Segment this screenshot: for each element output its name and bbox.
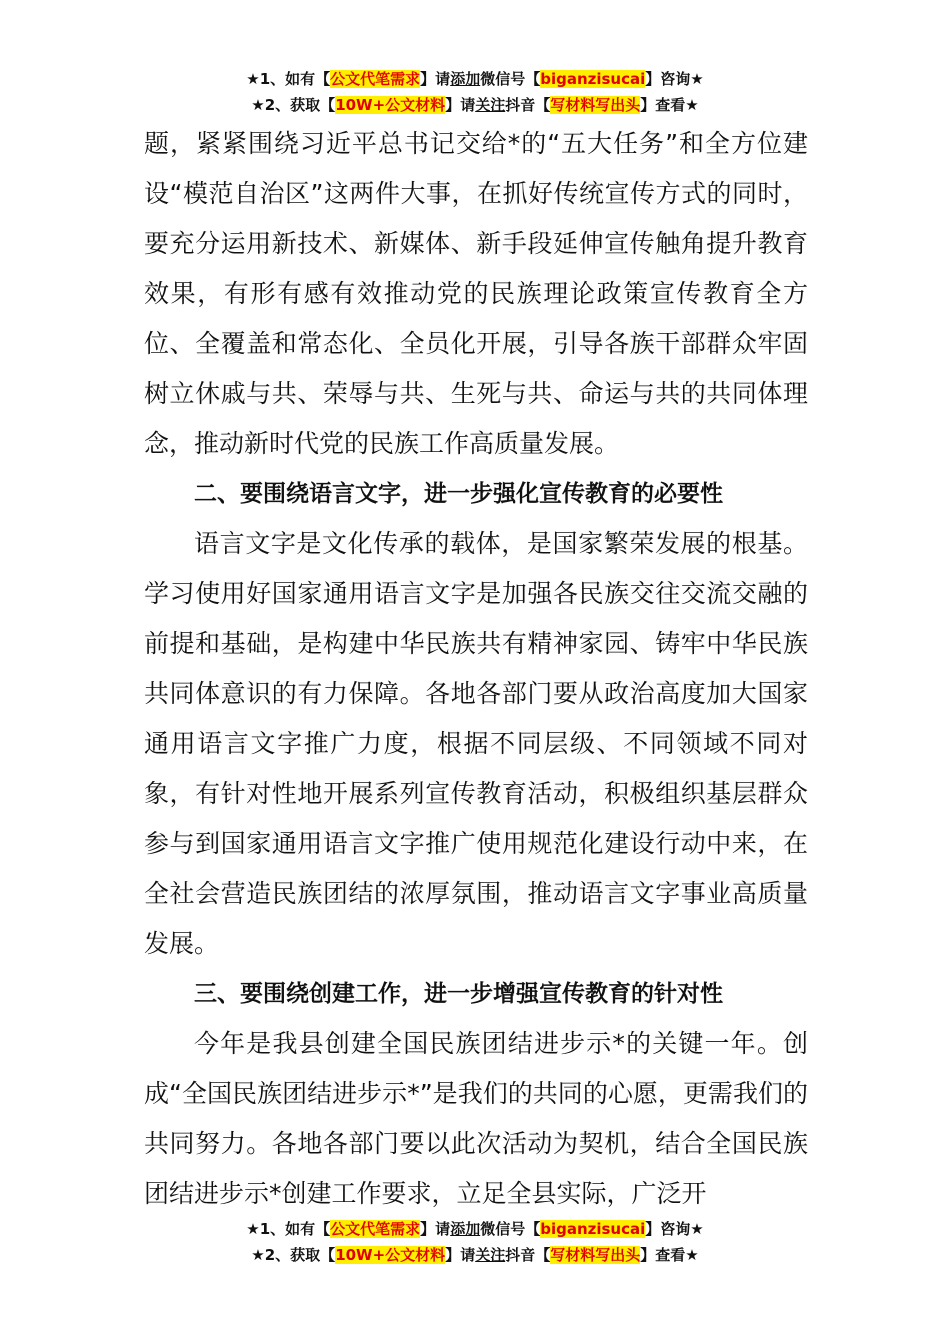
banner-text: ★1、如有【 bbox=[246, 70, 331, 88]
banner-underlined-text: 添加 bbox=[450, 70, 481, 88]
banner-underlined-text: 关注 bbox=[475, 96, 506, 114]
banner-highlight: 写材料写出头 bbox=[550, 96, 641, 114]
paragraph-2: 语言文字是文化传承的载体，是国家繁荣发展的根基。学习使用好国家通用语言文字是加强各民族交往交流交融的前提和基础，是构建中华民族共有精神家园、铸牢中华民族共同体意识的有力保障。各地各部门要从政治高度加大国家通用语言文字推广力度，根据不同层级、不同领域不同对象，有针对性地开展系列宣传教育活动，积极组织基层群众参与到国家通用语言文字推广使用规范化建设行动中来，在全社会营造民族团结的浓厚氛围，推动语言文字事业高质量发展。 bbox=[144, 529, 808, 958]
document-body bbox=[144, 119, 808, 1219]
banner-text: ★1、如有【 bbox=[246, 1220, 331, 1238]
banner-highlight: 写材料写出头 bbox=[550, 1246, 641, 1264]
banner-underlined-text: 添加 bbox=[450, 1220, 481, 1238]
banner-text: 】咨询★ bbox=[645, 70, 704, 88]
banner-underlined-text: 关注 bbox=[475, 1246, 506, 1264]
paragraph-1: 题，紧紧围绕习近平总书记交给*的“五大任务”和全方位建设“模范自治区”这两件大事，在抓好传统宣传方式的同时，要充分运用新技术、新媒体、新手段延伸宣传触角提升教育效果，有形有感有效推动党的民族理论政策宣传教育全方位、全覆盖和常态化、全员化开展，引导各族干部群众牢固树立休戚与共、荣辱与共、生死与共、命运与共的共同体理念，推动新时代党的民族工作高质量发展。 bbox=[144, 129, 808, 458]
header-banner bbox=[0, 66, 950, 118]
section-heading-3: 三、要围绕创建工作，进一步增强宣传教育的针对性 bbox=[194, 981, 723, 1007]
banner-text: 微信号【 bbox=[480, 70, 541, 88]
banner-text: 微信号【 bbox=[480, 1220, 541, 1238]
banner-highlight: 10W+公文材料 bbox=[335, 1246, 446, 1264]
banner-text: ★2、获取【 bbox=[251, 96, 336, 114]
banner-line-2 bbox=[0, 1242, 950, 1268]
banner-line-2 bbox=[0, 92, 950, 118]
banner-text: 】请 bbox=[445, 96, 476, 114]
banner-highlight: 10W+公文材料 bbox=[335, 96, 446, 114]
section-heading-2: 二、要围绕语言文字，进一步强化宣传教育的必要性 bbox=[194, 481, 723, 507]
banner-text: 】请 bbox=[420, 1220, 451, 1238]
banner-text: 】请 bbox=[420, 70, 451, 88]
paragraph-3: 今年是我县创建全国民族团结进步示*的关键一年。创成“全国民族团结进步示*”是我们的共同的心愿，更需我们的共同努力。各地各部门要以此次活动为契机，结合全国民族团结进步示*创建工作要求，立足全县实际，广泛开 bbox=[144, 1029, 808, 1208]
banner-highlight: 公文代笔需求 bbox=[330, 70, 421, 88]
banner-highlight: 公文代笔需求 bbox=[330, 1220, 421, 1238]
banner-text: ★2、获取【 bbox=[251, 1246, 336, 1264]
banner-highlight: biganzisucai bbox=[540, 1220, 646, 1238]
footer-banner bbox=[0, 1216, 950, 1268]
banner-line-1 bbox=[0, 66, 950, 92]
banner-text: 抖音【 bbox=[505, 96, 551, 114]
banner-highlight: biganzisucai bbox=[540, 70, 646, 88]
banner-text: 】咨询★ bbox=[645, 1220, 704, 1238]
banner-text: 】请 bbox=[445, 1246, 476, 1264]
banner-line-1 bbox=[0, 1216, 950, 1242]
banner-text: 抖音【 bbox=[505, 1246, 551, 1264]
banner-text: 】查看★ bbox=[640, 1246, 699, 1264]
banner-text: 】查看★ bbox=[640, 96, 699, 114]
